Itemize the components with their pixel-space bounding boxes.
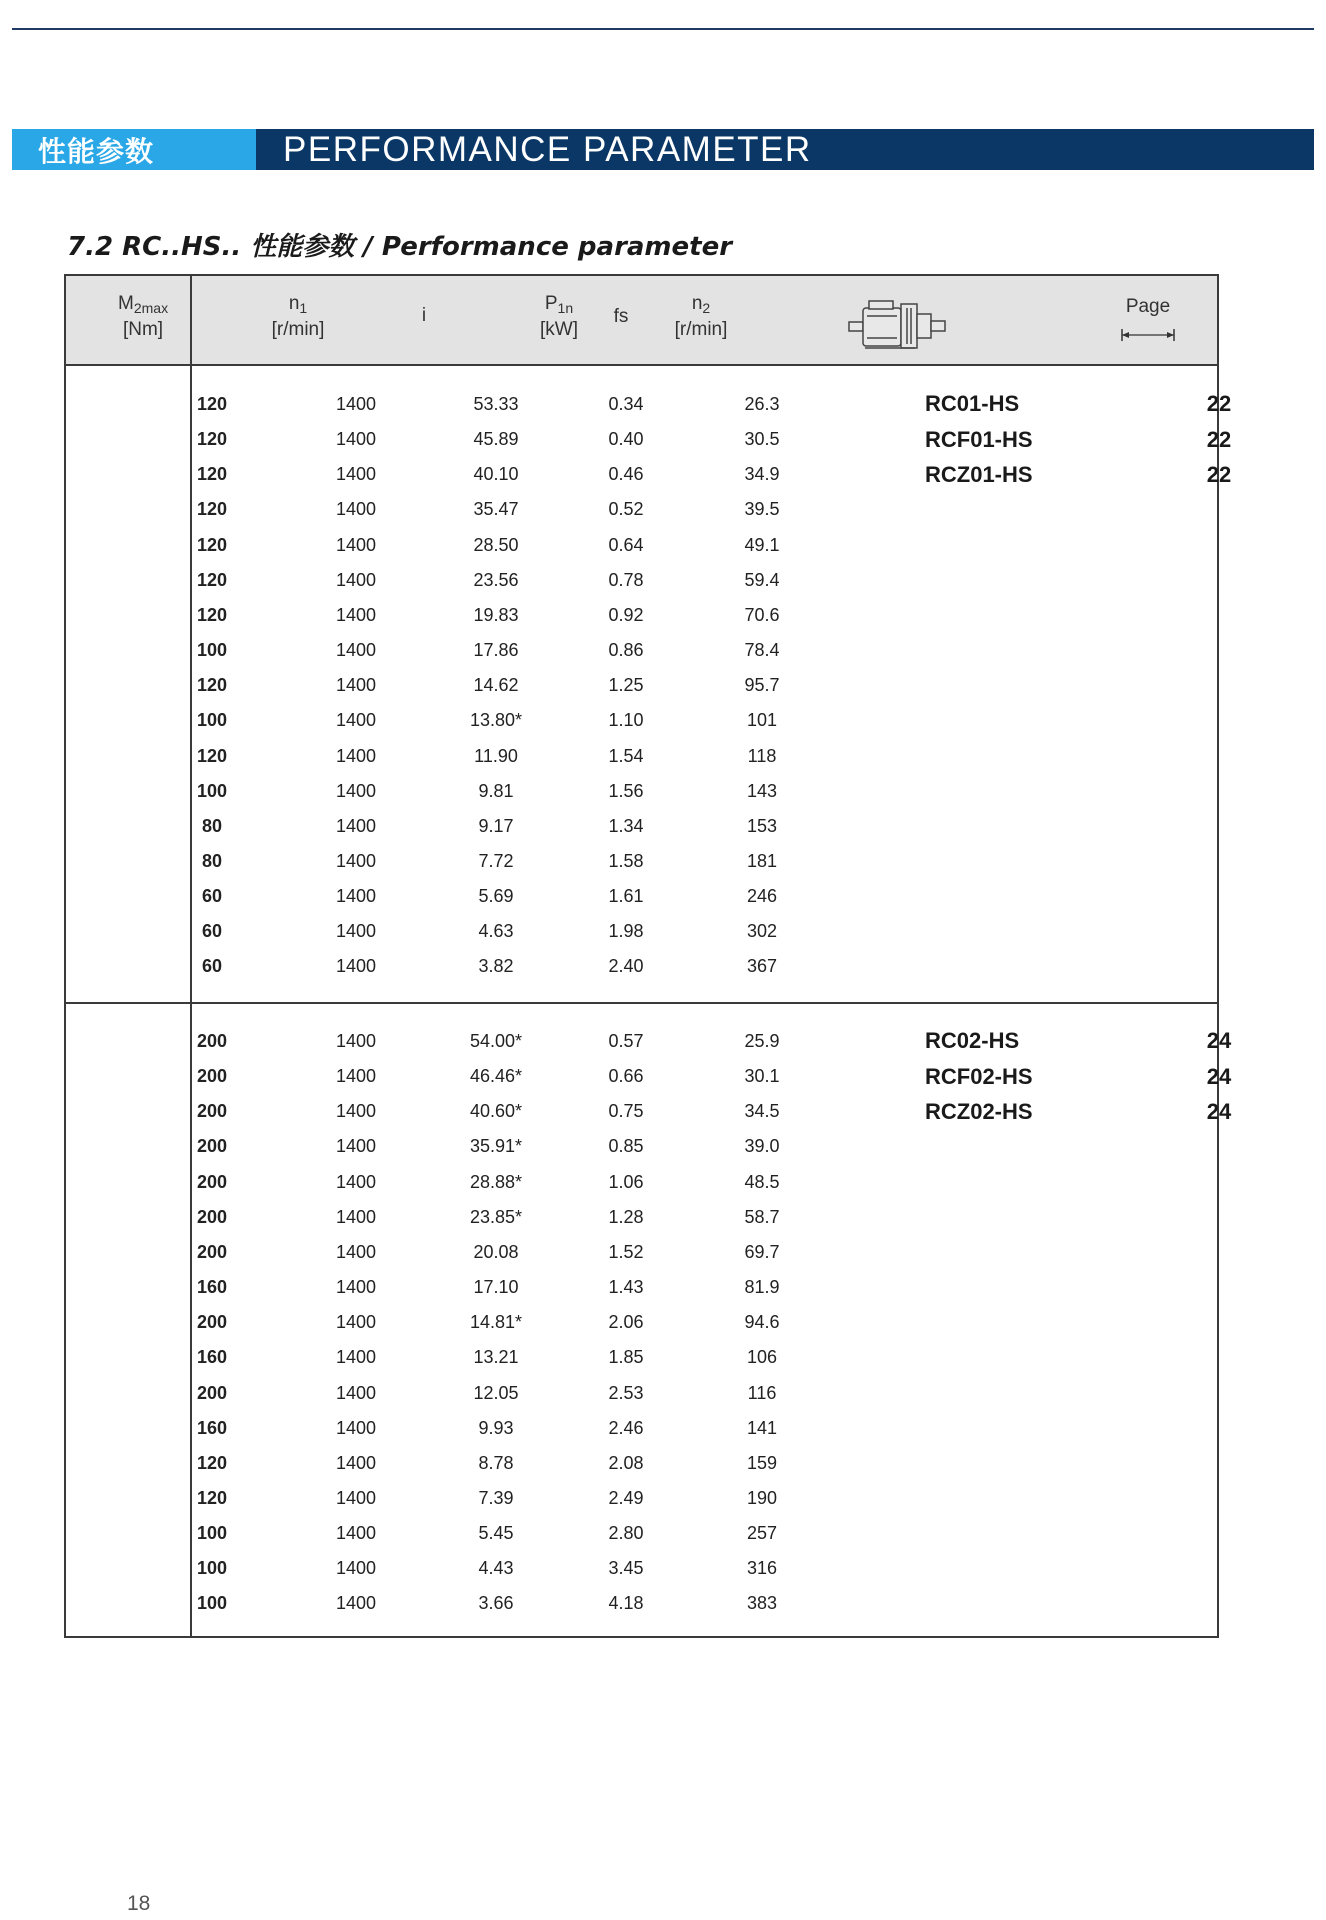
cell-p: 0.66 (608, 1066, 644, 1087)
header-page: Page (1125, 296, 1171, 317)
cell-i: 46.46* (469, 1066, 523, 1087)
cell-m: 120 (196, 394, 228, 414)
model-page-link[interactable]: 22 (1206, 426, 1232, 452)
table-row (66, 816, 1217, 840)
cell-i: 9.17 (478, 815, 514, 836)
cell-i: 11.90 (474, 745, 518, 766)
cell-n2: 257 (746, 1523, 778, 1544)
cell-n1: 1400 (335, 604, 377, 625)
cell-i: 13.21 (473, 1347, 519, 1368)
cell-m: 200 (196, 1241, 228, 1262)
cell-i: 13.80* (469, 710, 523, 731)
cell-p: 1.61 (608, 886, 644, 907)
cell-i: 28.50 (473, 534, 519, 555)
model-name: RC02-HS (925, 1028, 1020, 1053)
cell-n1: 1400 (335, 1101, 377, 1122)
cell-i: 35.47 (473, 499, 519, 520)
cell-i: 14.62 (473, 675, 519, 696)
cell-n2: 143 (746, 780, 778, 801)
cell-p: 1.28 (608, 1206, 644, 1227)
cell-n2: 141 (746, 1417, 778, 1438)
cell-n1: 1400 (335, 675, 377, 696)
table-row (66, 394, 1217, 418)
cell-n2: 26.3 (744, 394, 780, 414)
cell-i: 3.66 (478, 1593, 514, 1614)
model-name: RCF01-HS (925, 426, 1033, 452)
table-row (66, 570, 1217, 594)
cell-p: 1.06 (608, 1171, 644, 1192)
cell-p: 1.25 (608, 675, 644, 696)
cell-n1: 1400 (335, 1312, 377, 1333)
model-page-link[interactable]: 24 (1206, 1099, 1232, 1124)
cell-p: 0.57 (608, 1031, 644, 1051)
cell-m: 120 (196, 534, 228, 555)
cell-m: 60 (201, 921, 223, 942)
table-row (66, 851, 1217, 875)
cell-n2: 95.7 (744, 675, 780, 696)
cell-n2: 181 (746, 850, 778, 871)
cell-m: 120 (196, 429, 228, 450)
cell-n1: 1400 (335, 1206, 377, 1227)
cell-m: 60 (201, 886, 223, 907)
table-row (66, 1312, 1217, 1336)
cell-p: 0.64 (608, 534, 644, 555)
cell-p: 4.18 (608, 1593, 644, 1614)
group-divider (66, 1002, 1217, 1004)
cell-i: 5.69 (478, 886, 514, 907)
cell-n2: 39.0 (744, 1136, 780, 1157)
table-row (66, 1523, 1217, 1547)
cell-m: 100 (196, 780, 228, 801)
cell-p: 0.52 (608, 499, 644, 520)
cell-p: 2.49 (608, 1487, 644, 1508)
table-row (66, 746, 1217, 770)
table-row (66, 1063, 1217, 1090)
cell-p: 2.53 (608, 1382, 644, 1403)
cell-i: 23.85* (469, 1206, 523, 1227)
cell-n1: 1400 (335, 1382, 377, 1403)
gearmotor-icon (847, 294, 949, 356)
table-row (66, 1031, 1217, 1055)
table-row (66, 1347, 1217, 1371)
cell-m: 120 (196, 569, 228, 590)
model-page-link[interactable]: 24 (1206, 1028, 1232, 1053)
cell-m: 200 (196, 1101, 228, 1122)
cell-n2: 153 (746, 815, 778, 836)
banner-title-cn: 性能参数 (12, 129, 256, 170)
cell-n1: 1400 (335, 499, 377, 520)
cell-n1: 1400 (335, 780, 377, 801)
cell-p: 1.98 (608, 921, 644, 942)
header-fs: fs (613, 306, 629, 327)
model-page-link[interactable]: 22 (1206, 391, 1232, 416)
cell-m: 100 (196, 1558, 228, 1579)
cell-i: 9.81 (478, 780, 514, 801)
table-row (66, 426, 1217, 453)
cell-i: 8.78 (478, 1452, 514, 1473)
cell-n1: 1400 (335, 1523, 377, 1544)
cell-p: 0.85 (608, 1136, 644, 1157)
cell-m: 200 (196, 1066, 228, 1087)
cell-m: 120 (196, 464, 228, 485)
cell-p: 2.06 (608, 1312, 644, 1333)
table-row (66, 921, 1217, 945)
cell-m: 200 (196, 1312, 228, 1333)
cell-n1: 1400 (335, 1171, 377, 1192)
cell-p: 1.58 (608, 850, 644, 871)
table-row (66, 1101, 1217, 1125)
cell-n1: 1400 (335, 710, 377, 731)
cell-n2: 190 (746, 1487, 778, 1508)
table-row (66, 535, 1217, 559)
cell-n1: 1400 (335, 534, 377, 555)
table-row (66, 464, 1217, 488)
cell-n1: 1400 (335, 394, 377, 414)
table-row (66, 710, 1217, 734)
header-i: i (421, 305, 427, 326)
cell-n2: 302 (746, 921, 778, 942)
header-p1n: $P_{1n}$ [kW] (540, 293, 578, 340)
cell-i: 45.89 (473, 429, 519, 450)
cell-i: 40.60* (469, 1101, 523, 1122)
cell-n1: 1400 (335, 815, 377, 836)
cell-i: 53.33 (473, 394, 519, 414)
cell-p: 3.45 (608, 1558, 644, 1579)
cell-p: 1.56 (608, 780, 644, 801)
cell-n1: 1400 (335, 921, 377, 942)
top-rule (12, 28, 1314, 30)
cell-m: 120 (196, 499, 228, 520)
cell-n2: 30.5 (744, 429, 780, 450)
table-row (66, 956, 1217, 980)
cell-i: 28.88* (469, 1171, 523, 1192)
cell-n2: 367 (746, 956, 778, 977)
cell-m: 100 (196, 1593, 228, 1614)
cell-n2: 30.1 (744, 1066, 780, 1087)
cell-n1: 1400 (335, 1593, 377, 1614)
table-row (66, 605, 1217, 629)
table-row (66, 499, 1217, 523)
cell-m: 80 (201, 815, 223, 836)
cell-n2: 70.6 (744, 604, 780, 625)
cell-i: 35.91* (469, 1136, 523, 1157)
cell-p: 1.34 (608, 815, 644, 836)
cell-m: 120 (196, 1452, 228, 1473)
table-row (66, 1418, 1217, 1442)
cell-n2: 58.7 (744, 1206, 780, 1227)
cell-m: 200 (196, 1171, 228, 1192)
cell-p: 2.80 (608, 1523, 644, 1544)
model-name: RCF02-HS (925, 1063, 1033, 1089)
cell-n2: 59.4 (744, 569, 780, 590)
cell-i: 40.10 (473, 464, 519, 485)
cell-n2: 159 (746, 1452, 778, 1473)
table-row (66, 1172, 1217, 1196)
cell-i: 23.56 (473, 569, 519, 590)
cell-n1: 1400 (335, 1452, 377, 1473)
cell-n2: 48.5 (744, 1171, 780, 1192)
page-number: 18 (127, 1892, 151, 1915)
cell-n1: 1400 (335, 745, 377, 766)
cell-n1: 1400 (335, 886, 377, 907)
cell-p: 1.10 (608, 710, 644, 731)
cell-m: 80 (201, 850, 223, 871)
cell-n1: 1400 (335, 1136, 377, 1157)
table-header (66, 276, 1217, 366)
cell-p: 0.78 (608, 569, 644, 590)
cell-m: 100 (196, 640, 228, 661)
model-page-link[interactable]: 22 (1206, 462, 1232, 487)
cell-n2: 118 (747, 745, 777, 766)
table-row (66, 1593, 1217, 1617)
table-row (66, 1488, 1217, 1512)
cell-m: 160 (196, 1417, 228, 1438)
cell-n2: 81.9 (744, 1277, 780, 1298)
cell-p: 1.52 (608, 1241, 644, 1262)
cell-n1: 1400 (335, 1277, 377, 1298)
cell-i: 54.00* (469, 1031, 523, 1051)
cell-p: 2.40 (608, 956, 644, 977)
table-row (66, 1277, 1217, 1301)
cell-n1: 1400 (335, 569, 377, 590)
table-row (66, 1242, 1217, 1266)
cell-n2: 383 (746, 1593, 778, 1614)
cell-i: 5.45 (478, 1523, 514, 1544)
cell-p: 0.46 (608, 464, 644, 485)
cell-n2: 78.4 (744, 640, 780, 661)
header-n1: $n_1$ [r/min] (271, 293, 325, 340)
header-n2: $n_2$ [r/min] (674, 293, 728, 340)
page-dimension-arrow-icon (1120, 327, 1176, 343)
cell-n2: 246 (746, 886, 778, 907)
section-title: 7.2 RC..HS.. 性能参数 / Performance parameter (67, 232, 733, 262)
cell-n1: 1400 (335, 1241, 377, 1262)
header-m2max: $M_{2max}$ [Nm] (118, 293, 169, 340)
cell-n1: 1400 (335, 429, 377, 450)
cell-p: 1.43 (608, 1277, 644, 1298)
performance-table (64, 274, 1232, 1638)
cell-m: 100 (196, 710, 228, 731)
cell-n1: 1400 (335, 1066, 377, 1087)
cell-n2: 106 (746, 1347, 778, 1368)
cell-m: 100 (196, 1523, 228, 1544)
cell-p: 0.34 (608, 394, 644, 414)
table-row (66, 675, 1217, 699)
cell-n2: 94.6 (744, 1312, 780, 1333)
model-name: RCZ01-HS (925, 462, 1033, 487)
table-row (66, 1383, 1217, 1407)
cell-i: 17.86 (473, 640, 519, 661)
cell-n2: 34.5 (744, 1101, 780, 1122)
cell-n2: 49.1 (744, 534, 780, 555)
cell-i: 7.39 (478, 1487, 514, 1508)
cell-n1: 1400 (335, 1347, 377, 1368)
cell-m: 160 (196, 1347, 228, 1368)
cell-i: 3.82 (478, 956, 514, 977)
cell-n1: 1400 (335, 640, 377, 661)
cell-p: 0.75 (608, 1101, 644, 1122)
cell-m: 120 (196, 604, 228, 625)
cell-m: 120 (196, 1487, 228, 1508)
cell-n1: 1400 (335, 1558, 377, 1579)
cell-i: 20.08 (473, 1241, 519, 1262)
cell-n1: 1400 (335, 1487, 377, 1508)
cell-m: 60 (201, 956, 223, 977)
section-banner (12, 129, 1314, 170)
cell-n2: 101 (746, 710, 778, 731)
cell-p: 2.46 (608, 1417, 644, 1438)
cell-i: 7.72 (478, 850, 514, 871)
cell-n1: 1400 (335, 956, 377, 977)
cell-m: 200 (196, 1206, 228, 1227)
cell-m: 200 (196, 1382, 228, 1403)
cell-i: 12.05 (473, 1382, 519, 1403)
cell-p: 1.85 (608, 1347, 644, 1368)
cell-m: 200 (196, 1031, 228, 1051)
cell-n2: 316 (746, 1558, 778, 1579)
cell-p: 1.54 (608, 745, 644, 766)
cell-i: 4.43 (478, 1558, 514, 1579)
cell-p: 0.40 (608, 429, 644, 450)
cell-i: 19.83 (473, 604, 519, 625)
cell-m: 200 (196, 1136, 228, 1157)
banner-title-en: PERFORMANCE PARAMETER (256, 129, 1314, 170)
cell-p: 0.92 (608, 604, 644, 625)
table-row (66, 886, 1217, 910)
table-row (66, 1558, 1217, 1582)
model-page-link[interactable]: 24 (1206, 1063, 1232, 1089)
model-name: RC01-HS (925, 391, 1020, 416)
model-name: RCZ02-HS (925, 1099, 1033, 1124)
cell-n1: 1400 (335, 1031, 377, 1051)
cell-i: 17.10 (473, 1277, 519, 1298)
cell-p: 2.08 (608, 1452, 644, 1473)
cell-n2: 69.7 (744, 1241, 780, 1262)
cell-i: 4.63 (478, 921, 514, 942)
table-row (66, 1453, 1217, 1477)
cell-n2: 25.9 (744, 1031, 780, 1051)
table-row (66, 1136, 1217, 1160)
cell-m: 120 (196, 745, 228, 766)
table-row (66, 640, 1217, 664)
table-row (66, 1207, 1217, 1231)
cell-n1: 1400 (335, 464, 377, 485)
table-row (66, 781, 1217, 805)
cell-n1: 1400 (335, 1417, 377, 1438)
cell-m: 120 (196, 675, 228, 696)
cell-m: 160 (196, 1277, 228, 1298)
cell-p: 0.86 (608, 640, 644, 661)
cell-i: 9.93 (478, 1417, 514, 1438)
cell-n1: 1400 (335, 850, 377, 871)
cell-i: 14.81* (469, 1312, 523, 1333)
cell-n2: 34.9 (744, 464, 780, 485)
cell-n2: 116 (747, 1382, 777, 1403)
cell-n2: 39.5 (744, 499, 780, 520)
